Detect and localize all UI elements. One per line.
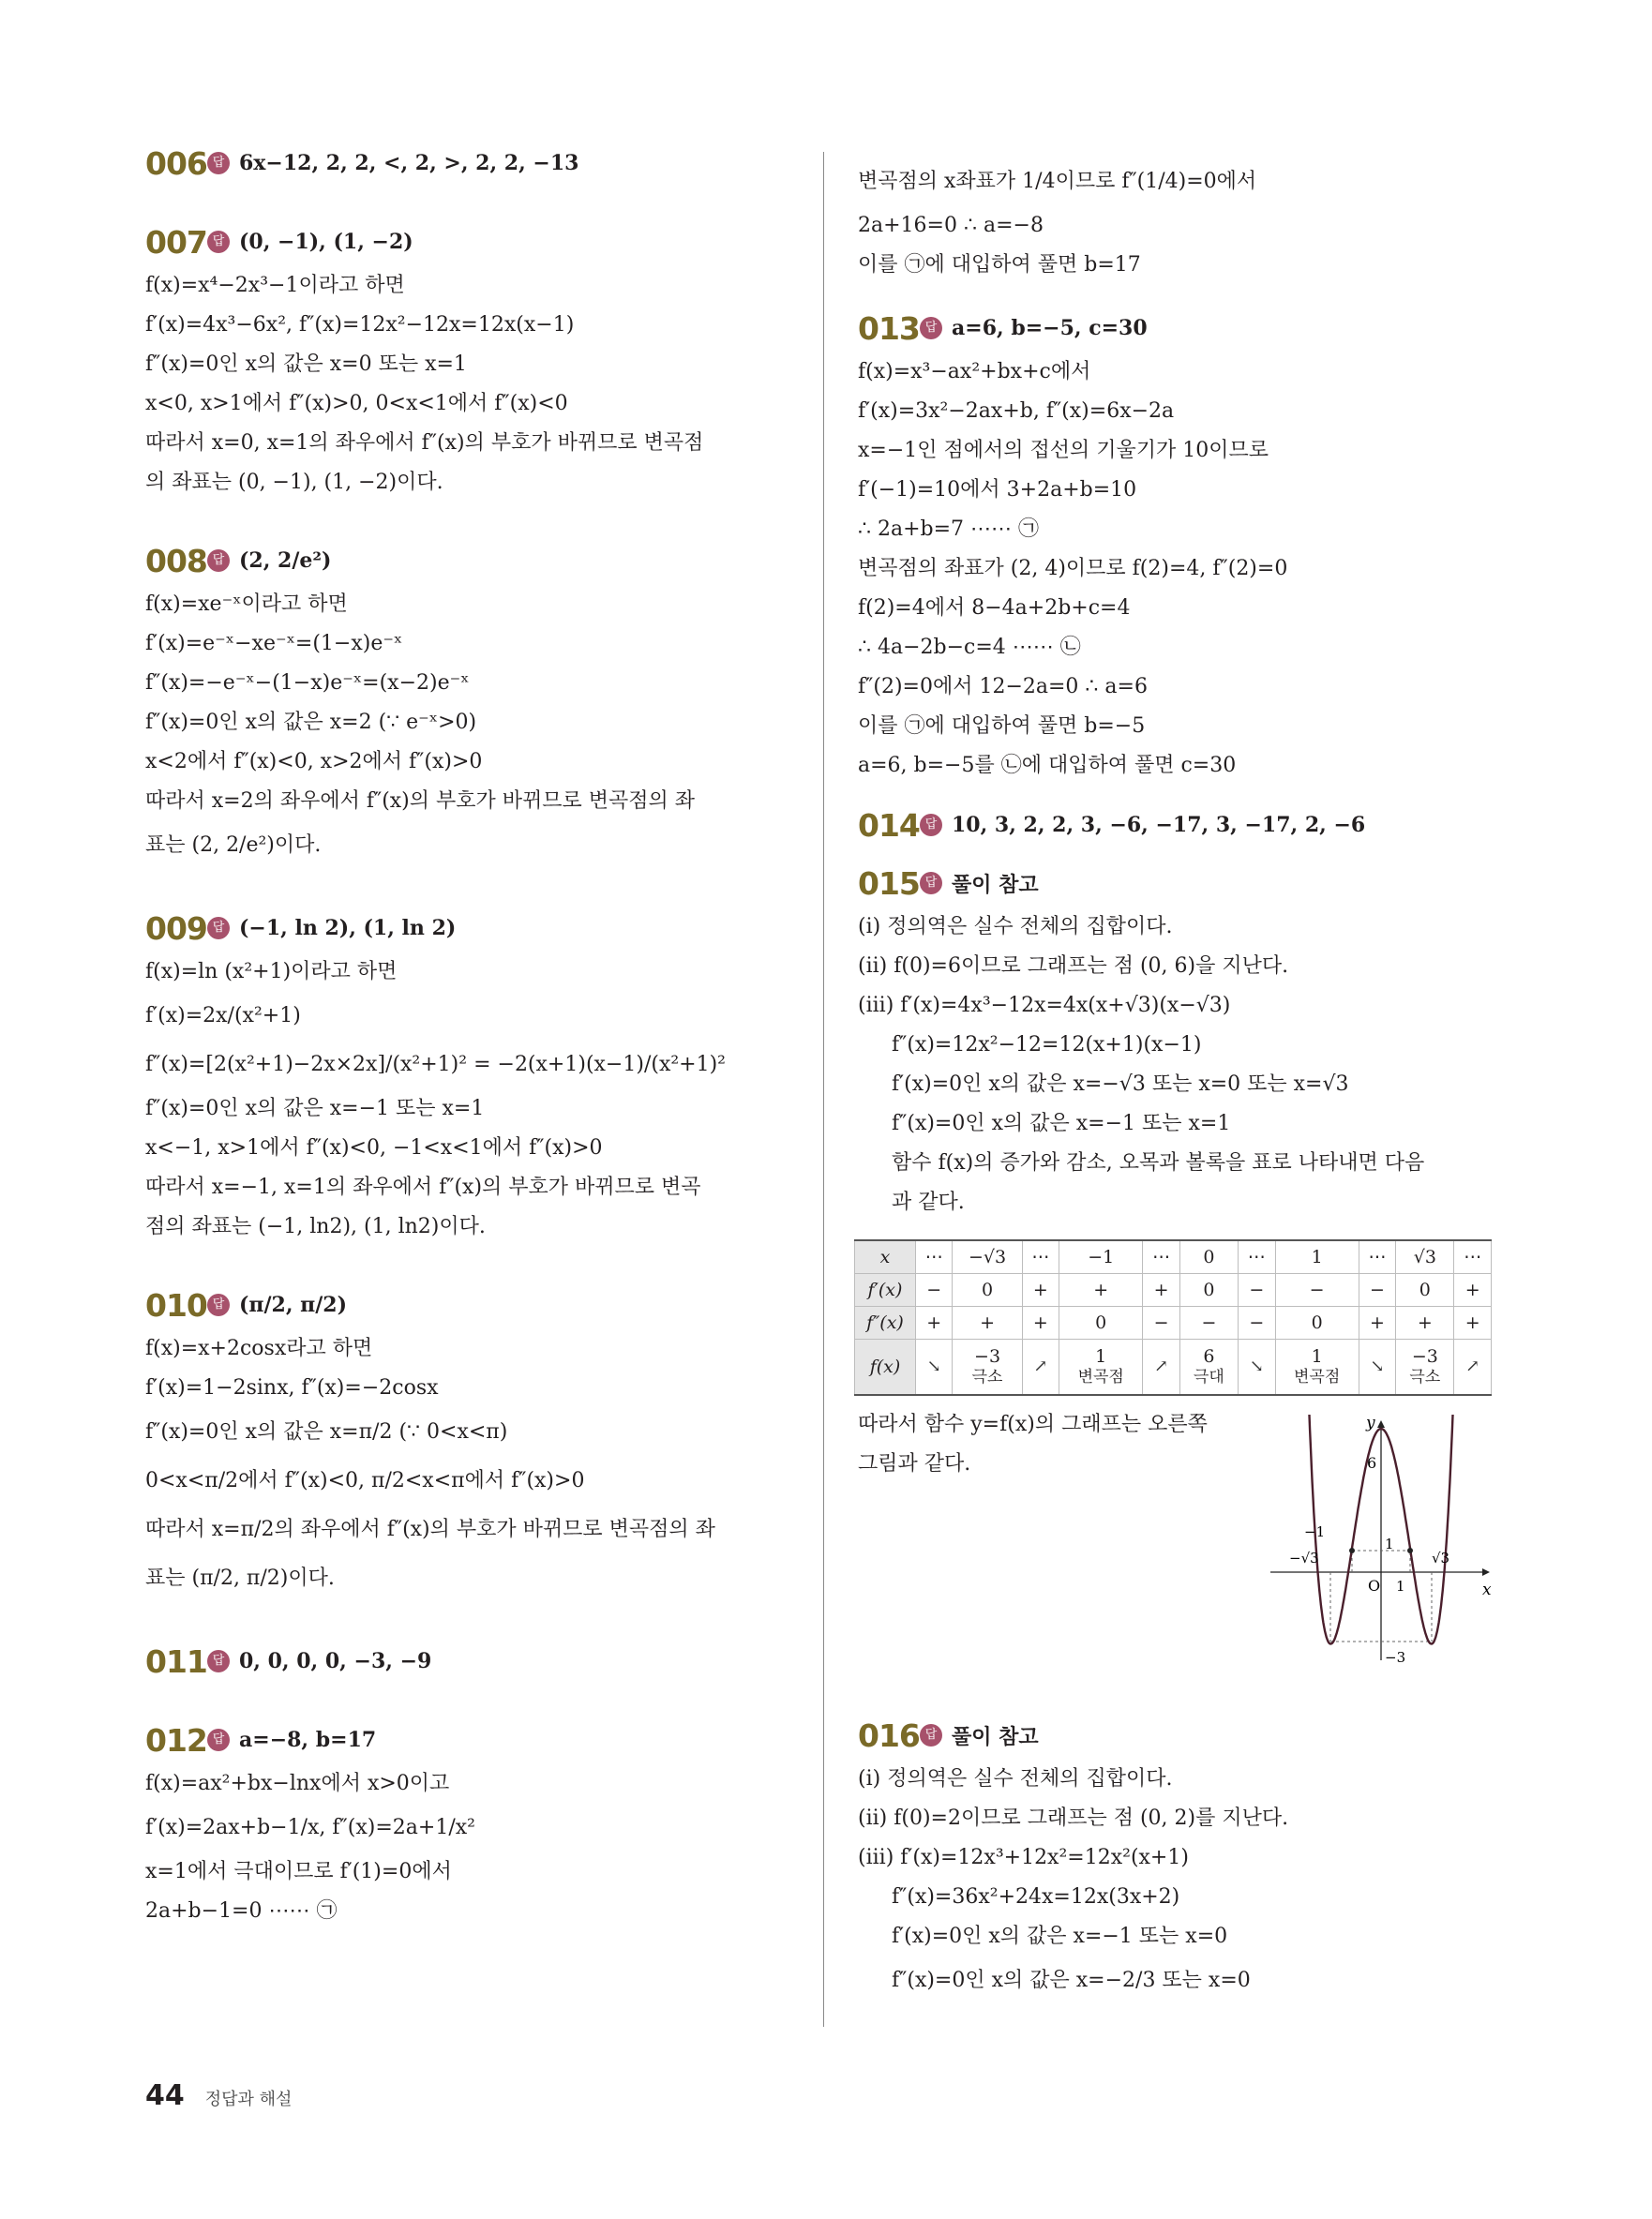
table-cell: ⋯ bbox=[1143, 1240, 1179, 1274]
solution-line: x=1에서 극대이므로 f′(1)=0에서 bbox=[145, 1860, 452, 1883]
problem-number: 007 bbox=[145, 223, 207, 261]
cell-value: 1 bbox=[1095, 1346, 1107, 1367]
table-cell: −1 bbox=[1059, 1240, 1143, 1274]
solution-line: 과 같다. bbox=[892, 1191, 965, 1214]
y-axis-label: y bbox=[1366, 1415, 1375, 1432]
table-cell: − bbox=[1239, 1274, 1275, 1307]
graph-caption bbox=[858, 1405, 1208, 1484]
table-cell: ↘ bbox=[1359, 1340, 1395, 1396]
solution-line: (iii) f′(x)=12x³+12x²=12x²(x+1) bbox=[858, 1846, 1189, 1869]
table-cell: + bbox=[1143, 1274, 1179, 1307]
solution-line: 따라서 x=0, x=1의 좌우에서 f″(x)의 부호가 바뀌므로 변곡점 bbox=[145, 431, 704, 455]
cell-value: 6 bbox=[1203, 1346, 1215, 1367]
table-cell bbox=[1059, 1340, 1143, 1396]
solution-line: f″(x)=0인 x의 값은 x=−1 또는 x=1 bbox=[892, 1112, 1231, 1135]
cell-label: 극대 bbox=[1193, 1368, 1224, 1387]
table-row bbox=[855, 1274, 1492, 1307]
answer-badge: 답 bbox=[207, 917, 230, 939]
problem-number: 006 bbox=[145, 144, 207, 182]
solution-line: f(2)=4에서 8−4a+2b+c=4 bbox=[858, 596, 1131, 620]
answer-text: 풀이 참고 bbox=[952, 872, 1039, 897]
inflection-point bbox=[1407, 1548, 1413, 1553]
answer-badge: 답 bbox=[920, 814, 942, 836]
solution-line: f″(x)=0인 x의 값은 x=2 (∵ e⁻ˣ>0) bbox=[145, 711, 477, 734]
solution-line: x<−1, x>1에서 f″(x)<0, −1<x<1에서 f″(x)>0 bbox=[145, 1136, 603, 1160]
table-cell: + bbox=[953, 1307, 1022, 1340]
table-cell bbox=[1179, 1340, 1238, 1396]
label-one-x: 1 bbox=[1396, 1578, 1405, 1595]
cell-label: 변곡점 bbox=[1293, 1368, 1341, 1387]
table-cell: 0 bbox=[1059, 1307, 1143, 1340]
page-footer bbox=[145, 2079, 292, 2112]
solution-line: ∴ 2a+b=7 ⋯⋯ ㉠ bbox=[858, 517, 1040, 541]
solution-line: f(x)=x⁴−2x³−1이라고 하면 bbox=[145, 274, 405, 297]
answer-badge: 답 bbox=[207, 1294, 230, 1316]
problem-number: 010 bbox=[145, 1286, 207, 1324]
answer-text: 10, 3, 2, 2, 3, −6, −17, 3, −17, 2, −6 bbox=[952, 813, 1366, 837]
solution-line: f′(x)=3x²−2ax+b, f″(x)=6x−2a bbox=[858, 399, 1175, 423]
table-cell bbox=[1396, 1340, 1454, 1396]
table-cell: 0 bbox=[1396, 1274, 1454, 1307]
solution-line: 변곡점의 좌표가 (2, 4)이므로 f(2)=4, f″(2)=0 bbox=[858, 557, 1288, 580]
solution-line: 2a+b−1=0 ⋯⋯ ㉠ bbox=[145, 1899, 338, 1923]
solution-line: 2a+16=0 ∴ a=−8 bbox=[858, 214, 1044, 237]
answer-badge: 답 bbox=[207, 549, 230, 572]
table-cell: − bbox=[1359, 1274, 1395, 1307]
cell-label: 변곡점 bbox=[1077, 1368, 1124, 1387]
table-cell: + bbox=[1022, 1274, 1059, 1307]
solution-line: 따라서 x=π/2의 좌우에서 f″(x)의 부호가 바뀌므로 변곡점의 좌 bbox=[145, 1518, 715, 1541]
answer-badge: 답 bbox=[207, 1650, 230, 1672]
solution-line: 표는 (2, 2/e²)이다. bbox=[145, 833, 322, 857]
footer-text: 정답과 해설 bbox=[204, 2090, 293, 2109]
right-column bbox=[858, 157, 1505, 2043]
solution-line: f′(x)=1−2sinx, f″(x)=−2cosx bbox=[145, 1376, 439, 1400]
table-cell: − bbox=[916, 1274, 953, 1307]
solution-line: 이를 ㉠에 대입하여 풀면 b=−5 bbox=[858, 714, 1146, 738]
solution-line: f″(2)=0에서 12−2a=0 ∴ a=6 bbox=[858, 675, 1148, 698]
table-cell: + bbox=[1454, 1274, 1492, 1307]
solution-line: a=6, b=−5를 ㉡에 대입하여 풀면 c=30 bbox=[858, 754, 1237, 777]
table-cell: − bbox=[1275, 1274, 1359, 1307]
table-cell: ↗ bbox=[1022, 1340, 1059, 1396]
solution-line: f′(x)=4x³−6x², f″(x)=12x²−12x=12x(x−1) bbox=[145, 313, 575, 337]
problem-number: 012 bbox=[145, 1721, 207, 1759]
label-neg-one: −1 bbox=[1304, 1523, 1326, 1540]
table-cell: ⋯ bbox=[1359, 1240, 1395, 1274]
table-cell: ⋯ bbox=[1454, 1240, 1492, 1274]
table-cell: ↘ bbox=[1239, 1340, 1275, 1396]
answer-text: (π/2, π/2) bbox=[239, 1293, 348, 1317]
x-axis-label: x bbox=[1482, 1581, 1492, 1599]
answer-text: 0, 0, 0, 0, −3, −9 bbox=[239, 1649, 432, 1673]
sign-table bbox=[854, 1239, 1492, 1396]
problem-009 bbox=[145, 907, 792, 1247]
solution-line: 그림과 같다. bbox=[858, 1452, 971, 1476]
table-cell: + bbox=[1454, 1307, 1492, 1340]
solution-line: f″(x)=0인 x의 값은 x=−2/3 또는 x=0 bbox=[892, 1969, 1251, 1992]
solution-line: 의 좌표는 (0, −1), (1, −2)이다. bbox=[145, 471, 443, 494]
solution-line: 0<x<π/2에서 f″(x)<0, π/2<x<π에서 f″(x)>0 bbox=[145, 1469, 585, 1492]
problem-number: 016 bbox=[858, 1717, 920, 1754]
label-neg-sqrt3: −√3 bbox=[1289, 1550, 1319, 1567]
solution-line: (iii) f′(x)=4x³−12x=4x(x+√3)(x−√3) bbox=[858, 994, 1231, 1017]
solution-line: 따라서 x=2의 좌우에서 f″(x)의 부호가 바뀌므로 변곡점의 좌 bbox=[145, 789, 696, 813]
problem-007 bbox=[145, 221, 792, 502]
inflection-point bbox=[1349, 1548, 1355, 1553]
table-cell: 0 bbox=[1179, 1274, 1238, 1307]
table-cell: f′(x) bbox=[855, 1274, 916, 1307]
table-cell: ⋯ bbox=[916, 1240, 953, 1274]
answer-badge: 답 bbox=[920, 1724, 942, 1747]
left-column bbox=[145, 142, 792, 1969]
solution-line: 표는 (π/2, π/2)이다. bbox=[145, 1567, 335, 1590]
answer-badge: 답 bbox=[920, 317, 942, 339]
table-cell: + bbox=[1359, 1307, 1395, 1340]
x-axis-arrow bbox=[1482, 1568, 1490, 1576]
solution-line: 변곡점의 x좌표가 1/4이므로 f″(1/4)=0에서 bbox=[858, 170, 1257, 193]
column-divider bbox=[823, 152, 824, 2027]
table-cell: f″(x) bbox=[855, 1307, 916, 1340]
table-cell: √3 bbox=[1396, 1240, 1454, 1274]
solution-line: (i) 정의역은 실수 전체의 집합이다. bbox=[858, 915, 1173, 938]
cell-value: −3 bbox=[974, 1346, 1001, 1367]
problem-number: 008 bbox=[145, 542, 207, 579]
solution-line: 이를 ㉠에 대입하여 풀면 b=17 bbox=[858, 253, 1141, 277]
solution-line: f″(x)=[2(x²+1)−2x×2x]/(x²+1)² = −2(x+1)(x−1)/(x²+1)² bbox=[145, 1053, 726, 1076]
table-cell: + bbox=[1396, 1307, 1454, 1340]
problem-number: 015 bbox=[858, 864, 920, 902]
solution-line: ∴ 4a−2b−c=4 ⋯⋯ ㉡ bbox=[858, 636, 1081, 659]
table-cell: ↗ bbox=[1143, 1340, 1179, 1396]
solution-line: f(x)=x+2cosx라고 하면 bbox=[145, 1337, 373, 1360]
problem-014 bbox=[858, 804, 1505, 846]
problem-number: 014 bbox=[858, 806, 920, 844]
answer-badge: 답 bbox=[920, 872, 942, 894]
y-axis-arrow bbox=[1377, 1420, 1385, 1428]
solution-line: f(x)=ln (x²+1)이라고 하면 bbox=[145, 960, 398, 983]
cell-label: 극소 bbox=[971, 1368, 1003, 1387]
answer-text: (2, 2/e²) bbox=[239, 548, 332, 573]
table-cell: − bbox=[1239, 1307, 1275, 1340]
answer-badge: 답 bbox=[207, 231, 230, 253]
table-row bbox=[855, 1240, 1492, 1274]
answer-text: a=−8, b=17 bbox=[239, 1728, 377, 1752]
answer-text: 풀이 참고 bbox=[952, 1724, 1039, 1749]
table-cell: + bbox=[916, 1307, 953, 1340]
table-cell: − bbox=[1179, 1307, 1238, 1340]
table-cell: ⋯ bbox=[1239, 1240, 1275, 1274]
cell-value: 1 bbox=[1311, 1346, 1323, 1367]
problem-number: 009 bbox=[145, 909, 207, 947]
problem-number: 013 bbox=[858, 309, 920, 347]
label-one-y: 1 bbox=[1385, 1536, 1394, 1552]
solution-line: f(x)=xe⁻ˣ이라고 하면 bbox=[145, 592, 348, 616]
label-neg-three: −3 bbox=[1385, 1649, 1406, 1666]
answer-badge: 답 bbox=[207, 1729, 230, 1751]
table-cell bbox=[953, 1340, 1022, 1396]
table-cell: ↘ bbox=[916, 1340, 953, 1396]
table-cell: 0 bbox=[1179, 1240, 1238, 1274]
answer-text: (0, −1), (1, −2) bbox=[239, 230, 413, 254]
solution-line: x<2에서 f″(x)<0, x>2에서 f″(x)>0 bbox=[145, 750, 483, 773]
origin-label: O bbox=[1368, 1577, 1381, 1595]
table-cell: 1 bbox=[1275, 1240, 1359, 1274]
solution-line: x=−1인 점에서의 접선의 기울기가 10이므로 bbox=[858, 439, 1269, 462]
solution-line: f′(−1)=10에서 3+2a+b=10 bbox=[858, 478, 1137, 502]
problem-008 bbox=[145, 540, 792, 870]
table-cell: 0 bbox=[1275, 1307, 1359, 1340]
solution-line: f′(x)=0인 x의 값은 x=−√3 또는 x=0 또는 x=√3 bbox=[892, 1072, 1349, 1096]
function-graph bbox=[1270, 1415, 1495, 1668]
solution-line: f′(x)=e⁻ˣ−xe⁻ˣ=(1−x)e⁻ˣ bbox=[145, 632, 403, 655]
solution-line: (i) 정의역은 실수 전체의 집합이다. bbox=[858, 1767, 1173, 1791]
problem-011 bbox=[145, 1641, 792, 1682]
solution-line: f″(x)=−e⁻ˣ−(1−x)e⁻ˣ=(x−2)e⁻ˣ bbox=[145, 671, 470, 695]
answer-text: 6x−12, 2, 2, <, 2, >, 2, 2, −13 bbox=[239, 151, 579, 175]
answer-text: a=6, b=−5, c=30 bbox=[952, 316, 1148, 340]
solution-line: f(x)=x³−ax²+bx+c에서 bbox=[858, 360, 1091, 383]
table-cell: f(x) bbox=[855, 1340, 916, 1396]
solution-line: f′(x)=2ax+b−1/x, f″(x)=2a+1/x² bbox=[145, 1816, 475, 1839]
cell-value: −3 bbox=[1411, 1346, 1438, 1367]
solution-line: 점의 좌표는 (−1, ln2), (1, ln2)이다. bbox=[145, 1215, 486, 1238]
problem-number: 011 bbox=[145, 1642, 207, 1680]
table-cell bbox=[1275, 1340, 1359, 1396]
table-cell: ⋯ bbox=[1022, 1240, 1059, 1274]
problem-012 bbox=[145, 1719, 792, 1931]
problem-016 bbox=[858, 1715, 1505, 2005]
solution-line: f″(x)=12x²−12=12(x+1)(x−1) bbox=[892, 1033, 1202, 1057]
table-cell: 0 bbox=[953, 1274, 1022, 1307]
solution-line: 따라서 함수 y=f(x)의 그래프는 오른쪽 bbox=[858, 1413, 1208, 1436]
table-cell: x bbox=[855, 1240, 916, 1274]
problem-006 bbox=[145, 142, 792, 184]
solution-line: f′(x)=2x/(x²+1) bbox=[145, 1004, 301, 1027]
graph-section bbox=[858, 1405, 1505, 1687]
solution-line: (ii) f(0)=2이므로 그래프는 점 (0, 2)를 지난다. bbox=[858, 1807, 1289, 1830]
problem-015 bbox=[858, 862, 1505, 1687]
table-cell: − bbox=[1143, 1307, 1179, 1340]
answer-text: (−1, ln 2), (1, ln 2) bbox=[239, 916, 457, 940]
table-cell: −√3 bbox=[953, 1240, 1022, 1274]
problem-010 bbox=[145, 1284, 792, 1603]
label-sqrt3: √3 bbox=[1432, 1550, 1450, 1567]
solution-line: (ii) f(0)=6이므로 그래프는 점 (0, 6)을 지난다. bbox=[858, 954, 1289, 978]
table-row bbox=[855, 1307, 1492, 1340]
solution-line: f″(x)=0인 x의 값은 x=π/2 (∵ 0<x<π) bbox=[145, 1420, 508, 1444]
table-row bbox=[855, 1340, 1492, 1396]
label-six: 6 bbox=[1367, 1454, 1377, 1472]
solution-line: x<0, x>1에서 f″(x)>0, 0<x<1에서 f″(x)<0 bbox=[145, 392, 568, 415]
solution-line: 따라서 x=−1, x=1의 좌우에서 f″(x)의 부호가 바뀌므로 변곡 bbox=[145, 1176, 701, 1199]
table-cell: ↗ bbox=[1454, 1340, 1492, 1396]
problem-013 bbox=[858, 307, 1505, 786]
solution-line: f(x)=ax²+bx−lnx에서 x>0이고 bbox=[145, 1772, 450, 1795]
solution-line: f′(x)=0인 x의 값은 x=−1 또는 x=0 bbox=[892, 1925, 1228, 1948]
table-cell: + bbox=[1022, 1307, 1059, 1340]
answer-badge: 답 bbox=[207, 152, 230, 174]
solution-line: f″(x)=0인 x의 값은 x=0 또는 x=1 bbox=[145, 352, 467, 376]
table-cell: + bbox=[1059, 1274, 1143, 1307]
problem-012-continued bbox=[858, 157, 1505, 285]
solution-line: f″(x)=36x²+24x=12x(3x+2) bbox=[892, 1885, 1180, 1909]
solution-line: 함수 f(x)의 증가와 감소, 오목과 볼록을 표로 나타내면 다음 bbox=[892, 1151, 1425, 1175]
page-number: 44 bbox=[145, 2079, 185, 2112]
cell-label: 극소 bbox=[1409, 1368, 1441, 1387]
solution-line: f″(x)=0인 x의 값은 x=−1 또는 x=1 bbox=[145, 1097, 485, 1120]
